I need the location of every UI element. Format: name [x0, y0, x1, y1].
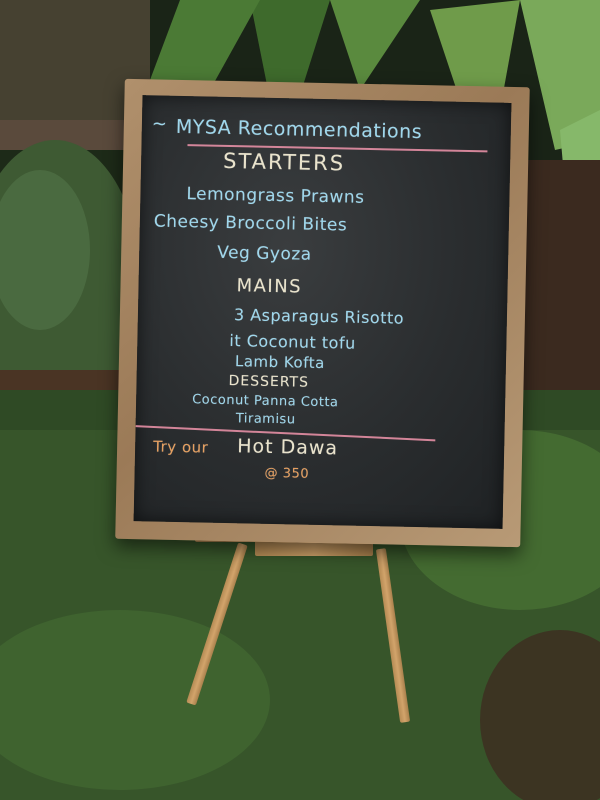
chalkboard	[134, 95, 512, 529]
main-item: 3 Asparagus Risotto	[233, 305, 405, 328]
board-title: MYSA Recommendations	[175, 115, 423, 144]
promo-prefix: Try our	[152, 437, 209, 457]
chalkboard-frame	[115, 79, 530, 547]
mains-heading: MAINS	[236, 275, 303, 298]
promo-drink-name: Hot Dawa	[236, 435, 339, 460]
desserts-heading: DESSERTS	[228, 373, 310, 391]
starter-item: Lemongrass Prawns	[186, 184, 365, 208]
dessert-item: Tiramisu	[235, 411, 296, 428]
starters-heading: STARTERS	[222, 148, 346, 176]
dessert-item: Coconut Panna Cotta	[191, 392, 339, 411]
title-dash: ~	[151, 113, 168, 135]
starter-item: Veg Gyoza	[217, 242, 312, 265]
promo-price: @ 350	[264, 465, 310, 482]
main-item: it Coconut tofu	[229, 331, 356, 353]
starter-item: Cheesy Broccoli Bites	[153, 211, 348, 236]
main-item: Lamb Kofta	[234, 352, 325, 373]
